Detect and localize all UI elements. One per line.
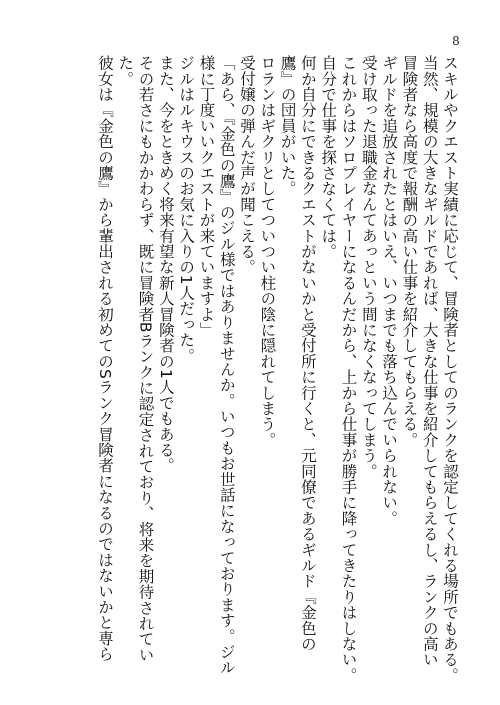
text-line: ジルはルキウスのお気に入りの1人だった。 (177, 55, 196, 364)
text-line: 受け取った退職金なんてあっという間になくなってしまう。 (359, 55, 378, 479)
text-line: た。 (116, 55, 135, 87)
text-line: 自分で仕事を探さなくては。 (319, 55, 338, 260)
page-number: 8 (452, 34, 460, 48)
text-line: また、今をときめく将来有望な新人冒険者の1人でもある。 (156, 55, 175, 474)
text-line: ロランはギクリとしてついつい柱の陰に隠れてしまう。 (258, 55, 277, 448)
text-line: 冒険者なら高度で報酬の高い仕事を紹介してもらえる。 (400, 55, 419, 448)
text-line: 当然、規模の大きなギルドであれば、大きな仕事を紹介してもらえるし、ランクの高い (420, 55, 439, 668)
text-line: その若さにもかかわらず、既に冒険者Bランクに認定されており、将来を期待されてい (136, 55, 155, 663)
text-line: 受付嬢の弾んだ声が聞こえる。 (238, 55, 257, 275)
text-line: 鷹』の団員がいた。 (278, 55, 297, 197)
text-line: 彼女は『金色の鷹』から輩出される初めてのSランク冒険者になるのではないかと専ら (95, 55, 114, 662)
text-line: ギルドを追放されたとはいえ、いつまでも落ち込んでいられない。 (380, 55, 399, 526)
body-text (95, 55, 460, 683)
text-line: 何か自分にできるクエストがないかと受付所に行くと、元同僚であるギルド『金色の (298, 55, 317, 652)
text-line: 様に丁度いいクエストが来ていますよ」 (197, 55, 216, 338)
text-line: 「あら、『金色の鷹』のジル様ではありませんか。いつもお世話になっております。ジル (217, 55, 236, 676)
text-line: スキルやクエスト実績に応じて、冒険者としてのランクを認定してくれる場所でもある。 (441, 55, 459, 683)
text-line: これからはソロプレイヤーになるんだから、上から仕事が勝手に降ってきたりはしない。 (339, 55, 358, 683)
